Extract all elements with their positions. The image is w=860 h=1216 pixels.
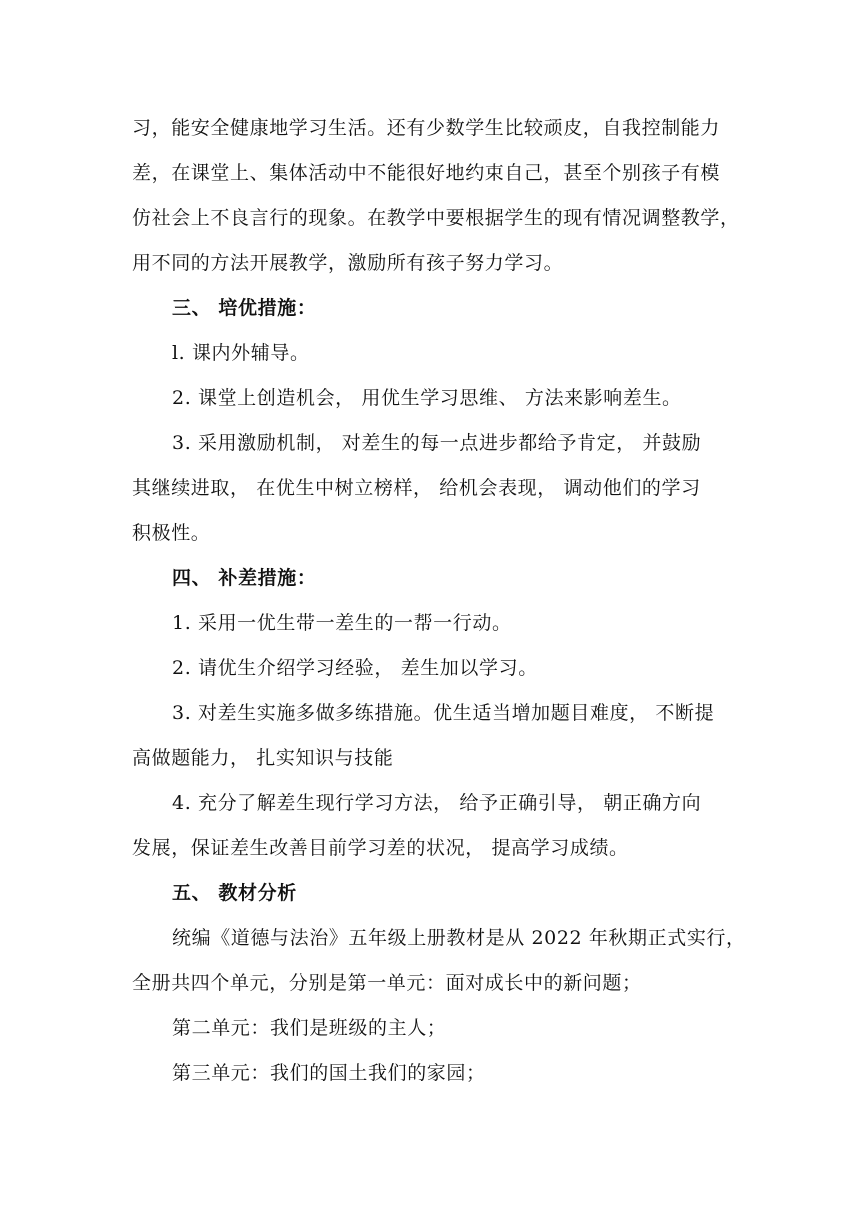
- list-item: 3. 对差生实施多做多练措施。优生适当增加题目难度， 不断提: [172, 702, 715, 724]
- paragraph-line: 全册共四个单元，分别是第一单元：面对成长中的新问题；: [132, 972, 642, 994]
- paragraph-line: 第二单元：我们是班级的主人；: [172, 1017, 447, 1039]
- paragraph-line: 其继续进取， 在优生中树立榜样， 给机会表现， 调动他们的学习: [132, 477, 701, 499]
- paragraph-line: 差，在课堂上、集体活动中不能很好地约束自己，甚至个别孩子有模: [132, 162, 721, 184]
- paragraph-line: 用不同的方法开展教学，激励所有孩子努力学习。: [132, 252, 564, 274]
- paragraph-line: 统编《道德与法治》五年级上册教材是从 2022 年秋期正式实行，: [172, 927, 746, 949]
- paragraph-line: 高做题能力， 扎实知识与技能: [132, 747, 394, 769]
- paragraph-line: 积极性。: [132, 522, 211, 544]
- section-heading-4: 四、 补差措施：: [172, 567, 317, 589]
- list-item: 2. 课堂上创造机会， 用优生学习思维、 方法来影响差生。: [172, 387, 682, 409]
- paragraph-line: 发展，保证差生改善目前学习差的状况， 提高学习成绩。: [132, 837, 629, 859]
- list-item: 1. 采用一优生带一差生的一帮一行动。: [172, 612, 512, 634]
- list-item: 3. 采用激励机制， 对差生的每一点进步都给予肯定， 并鼓励: [172, 432, 702, 454]
- section-heading-5: 五、 教材分析: [172, 882, 297, 904]
- list-item: 2. 请优生介绍学习经验， 差生加以学习。: [172, 657, 538, 679]
- list-item: l. 课内外辅导。: [172, 342, 310, 364]
- list-item: 4. 充分了解差生现行学习方法， 给予正确引导， 朝正确方向: [172, 792, 702, 814]
- paragraph-line: 仿社会上不良言行的现象。在教学中要根据学生的现有情况调整教学，: [132, 207, 740, 229]
- paragraph-line: 第三单元：我们的国土我们的家园；: [172, 1062, 486, 1084]
- paragraph-line: 习，能安全健康地学习生活。还有少数学生比较顽皮，自我控制能力: [132, 117, 721, 139]
- section-heading-3: 三、 培优措施：: [172, 297, 317, 319]
